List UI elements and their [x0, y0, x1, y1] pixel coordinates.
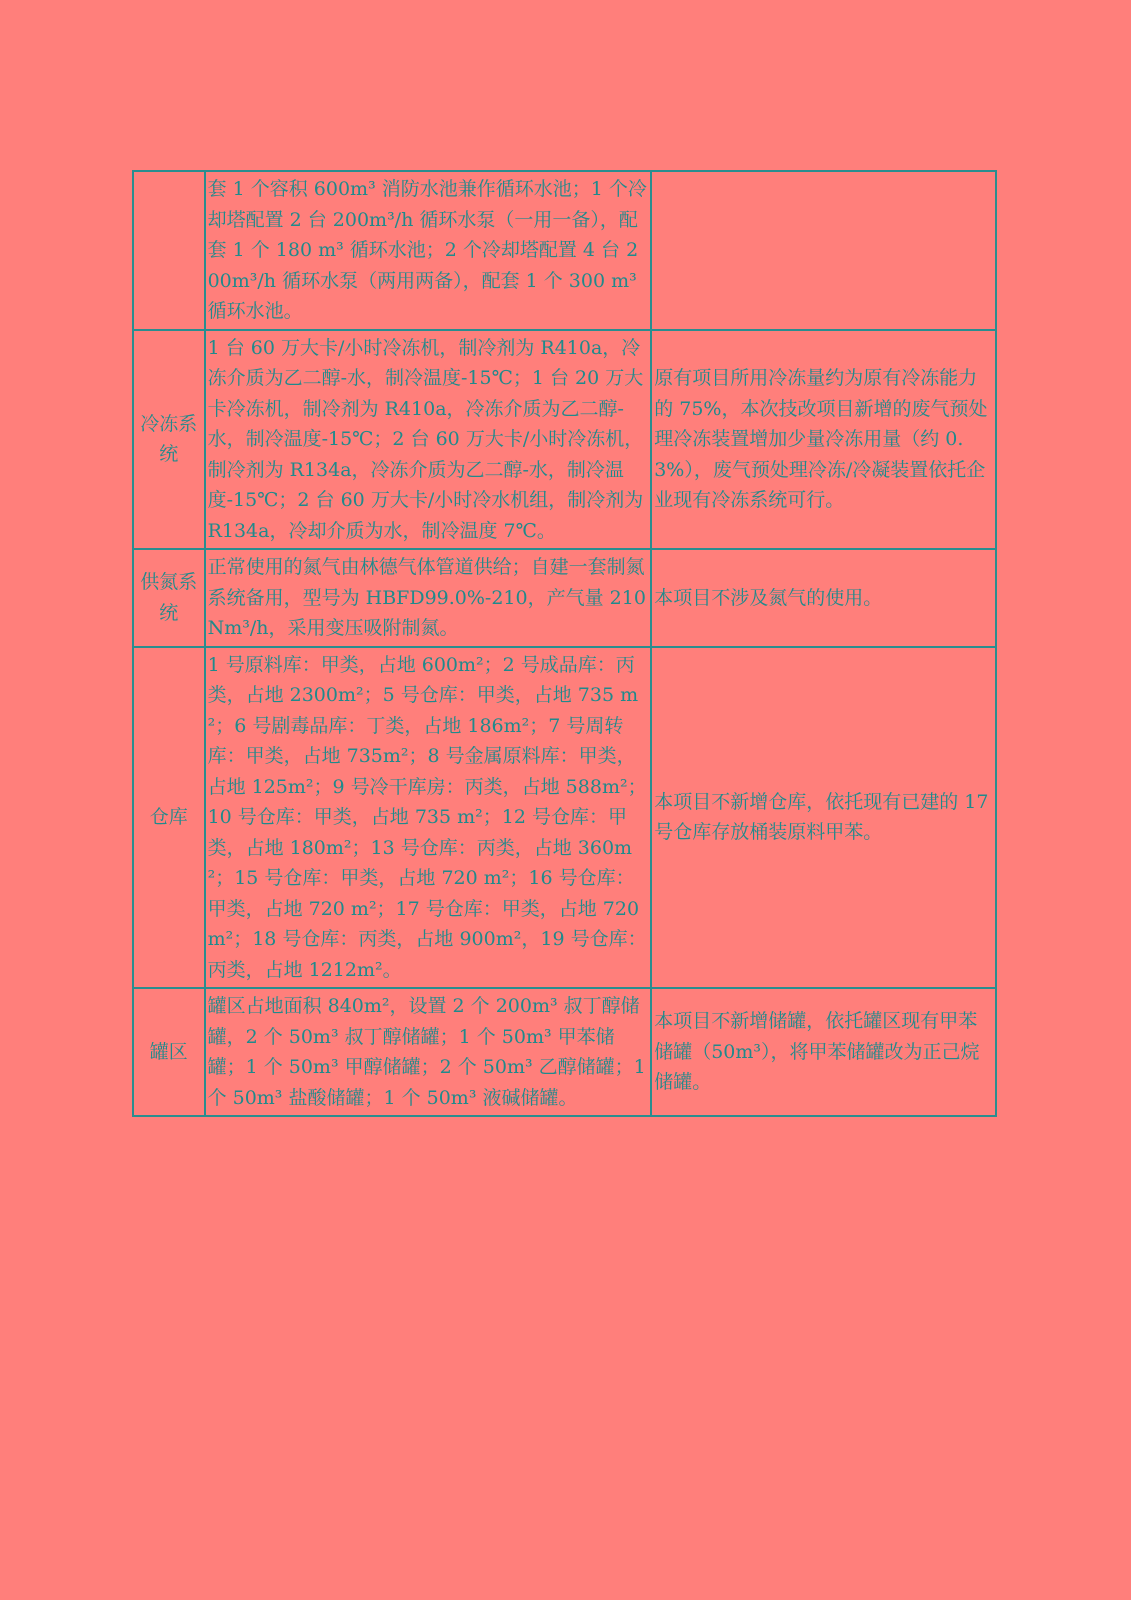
category-cell — [133, 171, 205, 330]
table-row — [133, 988, 996, 1116]
existing-facility-cell: 正常使用的氮气由林德气体管道供给；自建一套制氮系统备用，型号为 HBFD99.0%-210，产气量 210Nm³/h，采用变压吸附制氮。 — [205, 549, 652, 647]
existing-facility-cell: 罐区占地面积 840m²，设置 2 个 200m³ 叔丁醇储罐，2 个 50m³ 叔丁醇储罐；1 个 50m³ 甲苯储罐；1 个 50m³ 甲醇储罐；2 个 50m³ 乙醇储罐；1 个 50m³ 盐酸储罐；1 个 50m³ 液碱储罐。 — [205, 988, 652, 1116]
category-cell: 仓库 — [133, 647, 205, 989]
table-row — [133, 647, 996, 989]
project-plan-cell: 原有项目所用冷冻量约为原有冷冻能力的 75%，本次技改项目新增的废气预处理冷冻装置增加少量冷冻用量（约 0.3%），废气预处理冷冻/冷凝装置依托企业现有冷冻系统可行。 — [651, 330, 996, 550]
table-row — [133, 330, 996, 550]
table-row — [133, 171, 996, 330]
category-cell: 冷冻系统 — [133, 330, 205, 550]
existing-facility-cell: 套 1 个容积 600m³ 消防水池兼作循环水池；1 个冷却塔配置 2 台 200m³/h 循环水泵（一用一备），配套 1 个 180 m³ 循环水池；2 个冷却塔配置 4 台 200m³/h 循环水泵（两用两备），配套 1 个 300 m³ 循环水池。 — [205, 171, 652, 330]
existing-facility-cell: 1 台 60 万大卡/小时冷冻机，制冷剂为 R410a，冷冻介质为乙二醇-水，制冷温度-15℃；1 台 20 万大卡冷冻机，制冷剂为 R410a，冷冻介质为乙二醇-水，制冷温度-15℃；2 台 60 万大卡/小时冷冻机，制冷剂为 R134a，冷冻介质为乙二醇-水，制冷温度-15℃；2 台 60 万大卡/小时冷水机组，制冷剂为 R134a，冷却介质为水，制冷温度 7℃。 — [205, 330, 652, 550]
project-plan-cell: 本项目不新增仓库，依托现有已建的 17 号仓库存放桶装原料甲苯。 — [651, 647, 996, 989]
project-plan-cell: 本项目不涉及氮气的使用。 — [651, 549, 996, 647]
existing-facility-cell: 1 号原料库：甲类，占地 600m²；2 号成品库：丙类，占地 2300m²；5 号仓库：甲类，占地 735 m²；6 号剧毒品库：丁类，占地 186m²；7 号周转库：甲类，占地 735m²；8 号金属原料库：甲类，占地 125m²；9 号冷干库房：丙类，占地 588m²；10 号仓库：甲类，占地 735 m²；12 号仓库：甲类，占地 180m²；13 号仓库：丙类，占地 360m²；15 号仓库：甲类，占地 720 m²；16 号仓库：甲类，占地 720 m²；17 号仓库：甲类，占地 720m²；18 号仓库：丙类，占地 900m²，19 号仓库：丙类，占地 1212m²。 — [205, 647, 652, 989]
table-row — [133, 549, 996, 647]
category-cell: 供氮系统 — [133, 549, 205, 647]
facility-table — [132, 170, 997, 1117]
category-cell: 罐区 — [133, 988, 205, 1116]
project-plan-cell: 本项目不新增储罐，依托罐区现有甲苯储罐（50m³），将甲苯储罐改为正己烷储罐。 — [651, 988, 996, 1116]
project-plan-cell — [651, 171, 996, 330]
